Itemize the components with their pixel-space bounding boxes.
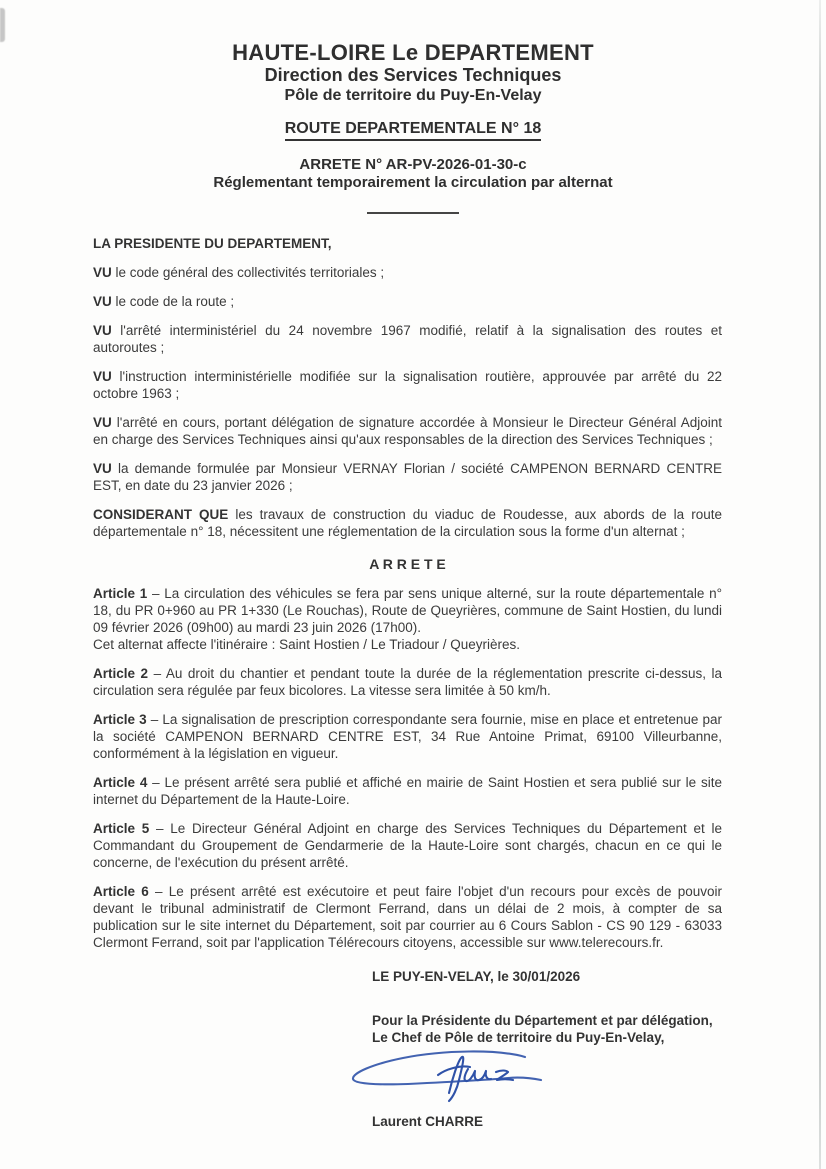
- recital: [93, 460, 722, 494]
- article-label: Article 2: [93, 666, 149, 681]
- article: [93, 883, 722, 951]
- article-text: – Au droit du chantier et pendant toute la durée de la réglementation prescrite ci-dessus, la circulation sera régulée par feux bicolores. La vitesse sera limitée à 50 km/h.: [93, 666, 722, 698]
- article-label: Article 1: [93, 586, 148, 601]
- recital: [93, 368, 722, 402]
- recital: [93, 322, 722, 356]
- signature-scribble-icon: [348, 1048, 543, 1104]
- place-date-line: LE PUY-EN-VELAY, le 30/01/2026: [372, 969, 581, 984]
- article: [93, 711, 722, 762]
- recital-prefix: VU: [93, 323, 112, 338]
- recital: [93, 264, 722, 281]
- article-note: Cet alternat affecte l'itinéraire : Saint Hostien / Le Triadour / Queyrières.: [93, 637, 521, 652]
- recital-prefix: CONSIDERANT QUE: [93, 507, 229, 522]
- recital-prefix: VU: [93, 369, 112, 384]
- article: [93, 665, 722, 699]
- article: [93, 820, 722, 871]
- document-header: [0, 0, 826, 214]
- delegation-line-2: Le Chef de Pôle de territoire du Puy-En-Velay,: [372, 1030, 665, 1045]
- recital-prefix: VU: [93, 415, 112, 430]
- recital-considerant: [93, 506, 722, 540]
- recital-text: l'instruction interministérielle modifiée sur la signalisation routière, approuvée par arrêté du 22 octobre 1963 ;: [93, 369, 722, 401]
- article-label: Article 5: [93, 821, 150, 836]
- opening-line: LA PRESIDENTE DU DEPARTEMENT,: [93, 236, 332, 251]
- recital-text: les travaux de construction du viaduc de Roudesse, aux abords de la route départementale n° 18, nécessitent une réglementation de la circulation sous la forme d'un alternat ;: [93, 507, 722, 539]
- recital-text: le code de la route ;: [115, 294, 235, 309]
- recital: [93, 414, 722, 448]
- article-label: Article 3: [93, 712, 147, 727]
- direction-line: Direction des Services Techniques: [264, 65, 562, 85]
- signature-area: [348, 1048, 722, 1104]
- road-title-text: ROUTE DEPARTEMENTALE N° 18: [285, 119, 542, 141]
- scan-edge-artifact-topleft: [0, 8, 5, 42]
- document-body: [93, 235, 722, 1130]
- arrete-subtitle: Réglementant temporairement la circulation par alternat: [213, 174, 613, 191]
- article-label: Article 6: [93, 884, 149, 899]
- header-divider: [367, 212, 459, 214]
- article: [93, 585, 722, 653]
- pole-line: Pôle de territoire du Puy-En-Velay: [284, 87, 542, 104]
- recital-prefix: VU: [93, 265, 112, 280]
- article-text: – Le Directeur Général Adjoint en charge des Services Techniques du Département et le Commandant du Groupement de Gendarmerie de la Haute-Loire sont chargés, chacun en ce qui le concerne, de l'exécution du présent arrêté.: [93, 821, 722, 870]
- recital-prefix: VU: [93, 294, 112, 309]
- scan-edge-artifact-right: [819, 0, 821, 1169]
- article-text: – La signalisation de prescription correspondante sera fournie, mise en place et entretenue par la société CAMPENON BERNARD CENTRE EST, 34 Rue Antoine Primat, 69100 Villeurbanne, conformément à la législation en vigueur.: [93, 712, 722, 761]
- article-text: – Le présent arrêté est exécutoire et peut faire l'objet d'un recours pour excès de pouvoir devant le tribunal administratif de Clermont Ferrand, dans un délai de 2 mois, à compter de sa publication sur le site internet du Département, soit par courrier au 6 Cours Sablon - CS 90 129 - 63033 Clermont Ferrand, soit par l'application Télérecours citoyens, accessible sur www.telerecours.fr.: [93, 884, 722, 950]
- recital-text: l'arrêté en cours, portant délégation de signature accordée à Monsieur le Directeur Général Adjoint en charge des Services Techniques ainsi qu'aux responsables de la direction des Services Techniques ;: [93, 415, 722, 447]
- recital-text: le code général des collectivités territoriales ;: [115, 265, 385, 280]
- closing-block: [372, 968, 722, 1130]
- article-label: Article 4: [93, 775, 148, 790]
- arrete-number: ARRETE N° AR-PV-2026-01-30-c: [299, 156, 527, 173]
- recital-text: l'arrêté interministériel du 24 novembre 1967 modifié, relatif à la signalisation des routes et autoroutes ;: [93, 323, 722, 355]
- recital-text: la demande formulée par Monsieur VERNAY Florian / société CAMPENON BERNARD CENTRE EST, en date du 23 janvier 2026 ;: [93, 461, 722, 493]
- article: [93, 774, 722, 808]
- article-text: – La circulation des véhicules se fera par sens unique alterné, sur la route départementale n° 18, du PR 0+960 au PR 1+330 (Le Rouchas), Route de Queyrières, commune de Saint Hostien, du lundi 09 février 2026 (09h00) au mardi 23 juin 2026 (17h00).: [93, 586, 722, 635]
- recital-prefix: VU: [93, 461, 112, 476]
- delegation-line-1: Pour la Présidente du Département et par délégation,: [372, 1013, 713, 1028]
- delegation-lines: [372, 1012, 722, 1046]
- department-title: HAUTE-LOIRE Le DEPARTEMENT: [232, 40, 594, 65]
- signatory-name: Laurent CHARRE: [372, 1114, 484, 1129]
- road-title: [0, 119, 826, 141]
- article-text: – Le présent arrêté sera publié et affiché en mairie de Saint Hostien et sera publié sur le site internet du Département de la Haute-Loire.: [93, 775, 722, 807]
- decree-heading: A R R E T E: [369, 556, 446, 572]
- recital: [93, 293, 722, 310]
